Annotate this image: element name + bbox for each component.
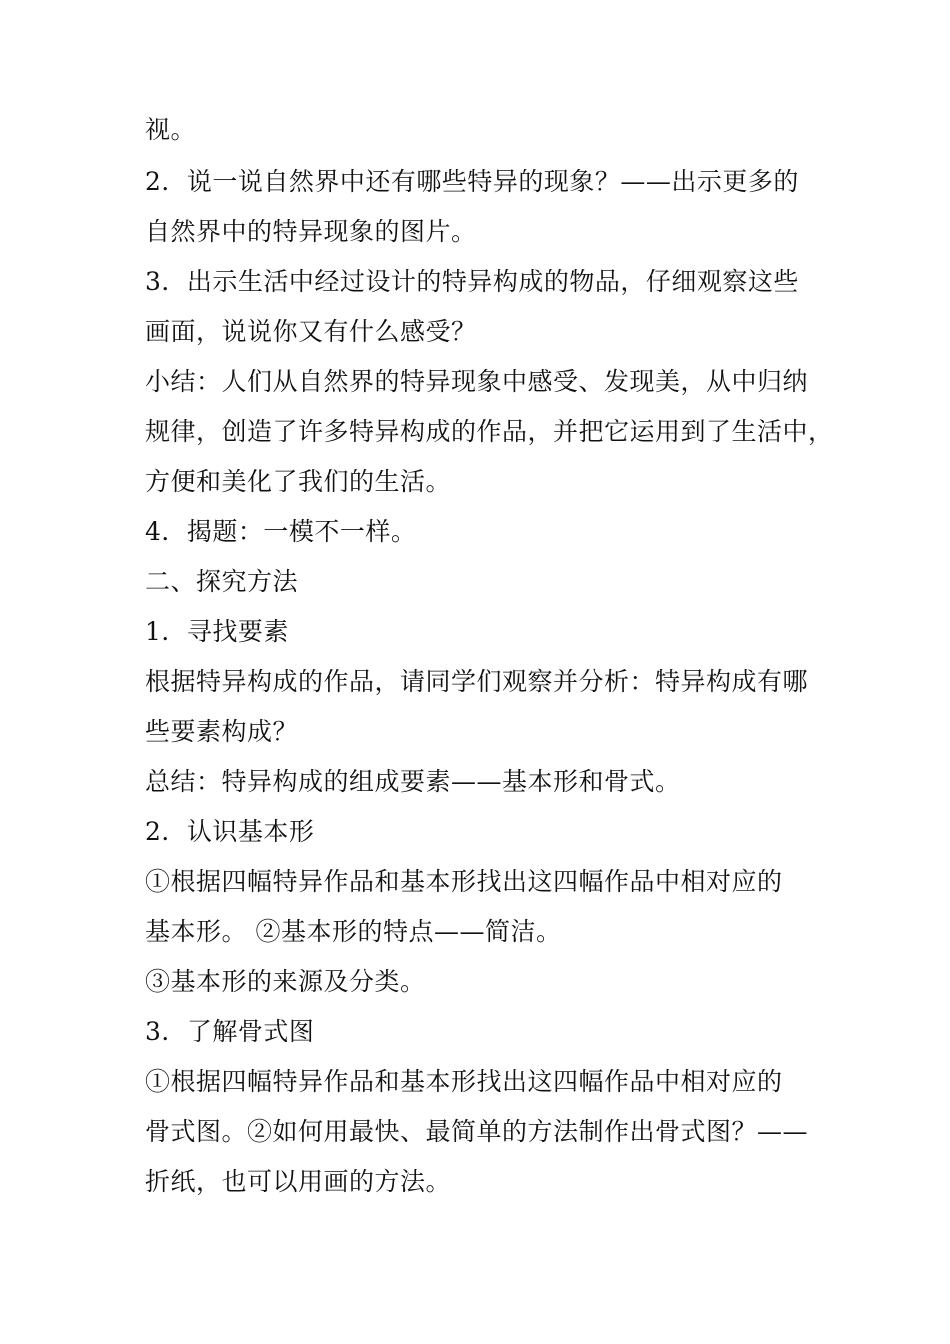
text-line: 根据特异构成的作品，请同学们观察并分析：特异构成有哪 (145, 667, 809, 696)
text-line: 3．出示生活中经过设计的特异构成的物品，仔细观察这些 (145, 267, 799, 296)
text-line: ①根据四幅特异作品和基本形找出这四幅作品中相对应的 (145, 1067, 783, 1096)
text-line: 画面，说说你又有什么感受？ (145, 317, 477, 346)
text-line: 2．认识基本形 (145, 817, 315, 846)
text-line: 1．寻找要素 (145, 617, 289, 646)
text-line: 自然界中的特异现象的图片。 (145, 217, 477, 246)
section-heading: 二、探究方法 (145, 567, 299, 596)
text-line: 骨式图。②如何用最快、最简单的方法制作出骨式图？—— (145, 1117, 809, 1146)
text-line: 方便和美化了我们的生活。 (145, 467, 452, 496)
text-line: 4．揭题：一模不一样。 (145, 517, 417, 546)
text-line: 些要素构成？ (145, 717, 299, 746)
text-line: 折纸，也可以用画的方法。 (145, 1167, 452, 1196)
text-line: 小结：人们从自然界的特异现象中感受、发现美，从中归纳 (145, 367, 809, 396)
text-line: ③基本形的来源及分类。 (145, 967, 426, 996)
text-line: 规律，创造了许多特异构成的作品，并把它运用到了生活中， (145, 417, 834, 446)
text-line: 基本形。 ②基本形的特点——简洁。 (145, 917, 562, 946)
text-line: 总结：特异构成的组成要素——基本形和骨式。 (145, 767, 681, 796)
text-line: 视。 (145, 115, 197, 144)
text-line: ①根据四幅特异作品和基本形找出这四幅作品中相对应的 (145, 867, 783, 896)
text-line: 2．说一说自然界中还有哪些特异的现象？——出示更多的 (145, 167, 799, 196)
text-line: 3．了解骨式图 (145, 1017, 315, 1046)
